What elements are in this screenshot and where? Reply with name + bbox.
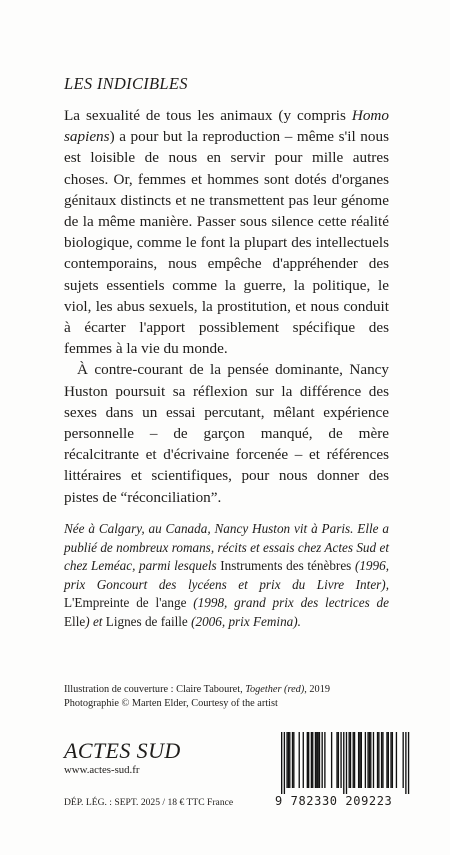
barcode-bar	[369, 732, 370, 788]
publisher-logo: ACTES SUD	[64, 738, 181, 763]
bio-text: Née à Calgary, au Canada, Nancy Huston vit à Paris. Elle a publié de nombreux romans, récits et essais chez Actes Sud et chez Leméac, parmi lesquels	[64, 521, 389, 573]
barcode-bar	[293, 732, 294, 788]
bio-text: ) et	[85, 613, 106, 629]
photo-credit: Photographie © Marten Elder, Courtesy of the artist	[64, 698, 278, 709]
bio-work-title: Instruments des ténèbres	[220, 558, 352, 573]
blurb	[64, 105, 389, 508]
barcode-bar	[370, 732, 371, 788]
credit-text: , 2019	[304, 684, 330, 695]
barcode-bar	[311, 732, 312, 788]
cover-credits	[64, 683, 404, 711]
artwork-title: Together (red)	[245, 684, 305, 695]
barcode-bar	[307, 732, 308, 788]
barcode-bar	[292, 732, 293, 788]
barcode-bar	[390, 732, 391, 788]
barcode-bar	[354, 732, 355, 788]
isbn-barcode	[275, 730, 415, 814]
barcode-bar	[381, 732, 382, 788]
bio-text: (1996, prix Goncourt des lycéens et prix du Livre Inter),	[64, 558, 390, 592]
barcode-guard-bar	[343, 732, 344, 794]
barcode-bar	[324, 732, 325, 788]
barcode-bars	[275, 730, 415, 794]
barcode-bar	[286, 732, 287, 788]
barcode-bar	[386, 732, 387, 788]
legal-deposit-price: DÉP. LÉG. : SEPT. 2025 / 18 € TTC France	[64, 797, 234, 808]
barcode-bar	[361, 732, 362, 788]
publisher-website: www.actes-sud.fr	[64, 764, 140, 776]
barcode-guard-bar	[284, 732, 285, 794]
blurb-species-name: Homo sapiens	[64, 107, 389, 146]
blurb-text: La sexualité de tous les animaux (y compris	[64, 107, 352, 124]
barcode-bar	[338, 732, 339, 788]
author-bio	[64, 520, 389, 631]
barcode-bar	[312, 732, 313, 788]
bio-work-title: Lignes de faille	[105, 613, 188, 629]
barcode-bar	[392, 732, 393, 788]
barcode-bar	[358, 732, 359, 788]
barcode-bar	[336, 732, 337, 788]
blurb-text: ) a pour but la reproduction – même s'il nous est loisible de nous en servir pour mille autres choses. Or, femmes et hommes sont dotés d'organes génitaux distincts et ne transmettent pas leur génome de la même manière. Passer sous silence cette réalité biologique, comme le font la plupart des intellectuels contemporains, nous empêche d'appréhender des sujets essentiels comme la guerre, la politique, le viol, les abus sexuels, la prostitution, et nous conduit à écarter l'apport possiblement spécifique des femmes à la vie du monde.	[64, 128, 389, 358]
bio-text: (2006, prix Femina).	[187, 613, 301, 629]
book-title: LES INDICIBLES	[64, 74, 188, 93]
isbn-digits: 9 782330 209223	[275, 794, 393, 808]
credit-text: Illustration de couverture : Claire Tabouret,	[64, 684, 246, 695]
barcode-bar	[373, 732, 374, 788]
barcode-bar	[378, 732, 379, 788]
barcode-bar	[367, 732, 368, 788]
barcode-guard-bar	[405, 732, 406, 794]
barcode-bar	[349, 732, 350, 788]
barcode-bar	[350, 732, 351, 788]
barcode-bar	[340, 732, 341, 788]
barcode-bar	[319, 732, 320, 788]
barcode-guard-bar	[346, 732, 347, 794]
barcode-bar	[315, 732, 316, 788]
barcode-bar	[365, 732, 366, 788]
barcode-bar	[403, 732, 404, 788]
barcode-bar	[299, 732, 300, 788]
bio-magazine-title: Elle	[64, 613, 86, 629]
barcode-bar	[359, 732, 360, 788]
barcode-bar	[288, 732, 289, 788]
barcode-bar	[331, 732, 332, 788]
blurb-paragraph-2: À contre-courant de la pensée dominante, Nancy Huston poursuit sa réflexion sur la différence des sexes dans un essai percutant, mêlant expérience personnelle – de garçon manqué, de mère récalcitrante et d'écrivaine forcenée – et références littéraires et scientifiques, pour nous donner des pistes de “réconciliation”.	[64, 361, 389, 506]
barcode-guard-bar	[408, 732, 409, 794]
barcode-bar	[316, 732, 317, 788]
barcode-guard-bar	[281, 732, 282, 794]
barcode-bar	[303, 732, 304, 788]
barcode-bar	[377, 732, 378, 788]
bio-work-title: L'Empreinte de l'ange	[64, 595, 187, 610]
barcode-bar	[317, 732, 318, 788]
illustration-credit	[64, 683, 404, 697]
barcode-bar	[396, 732, 397, 788]
barcode-bar	[289, 732, 290, 788]
barcode-bar	[308, 732, 309, 788]
barcode-bar	[388, 732, 389, 788]
bio-text: (1998, grand prix des lectrices de	[186, 595, 389, 610]
barcode-bar	[322, 732, 323, 788]
blurb-paragraph-1	[64, 105, 389, 359]
barcode-bar	[353, 732, 354, 788]
barcode-bar	[382, 732, 383, 788]
